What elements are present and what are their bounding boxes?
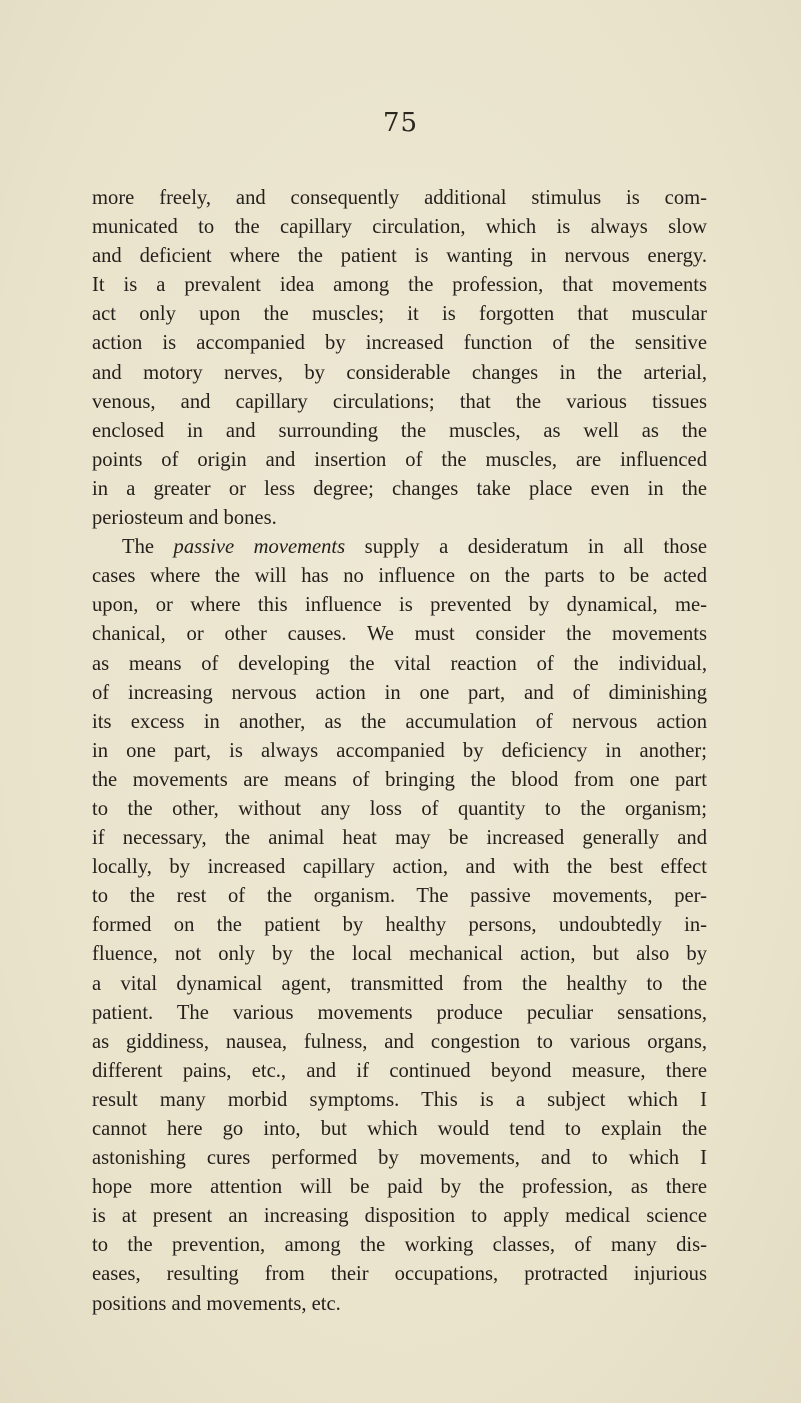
text-line: patient. The various movements produce peculiar sensations,	[92, 1001, 707, 1024]
text-line: result many morbid symptoms. This is a subject which I	[92, 1088, 707, 1111]
text-line: municated to the capillary circulation, which is always slow	[92, 216, 707, 239]
text-line: formed on the patient by healthy persons, undoubtedly in-	[92, 914, 707, 937]
text-line: cases where the will has no influence on the parts to be acted	[92, 565, 707, 588]
text-line: cannot here go into, but which would tend to explain the	[92, 1118, 707, 1140]
text-line: and deficient where the patient is wanting in nervous energy.	[92, 245, 707, 268]
text-line: and motory nerves, by considerable changes in the arterial,	[92, 361, 707, 384]
text-line: different pains, etc., and if continued beyond measure, there	[92, 1059, 707, 1082]
text-line: the movements are means of bringing the blood from one part	[92, 768, 707, 791]
text-segment: The	[122, 536, 174, 559]
text-line: periosteum and bones.	[92, 507, 277, 530]
text-line: upon, or where this influence is prevented by dynamical, me-	[92, 594, 707, 617]
text-line: its excess in another, as the accumulation of nervous action	[92, 710, 707, 733]
text-line: to the rest of the organism. The passive movements, per-	[92, 885, 707, 908]
text-line: astonishing cures performed by movements, and to which I	[92, 1147, 707, 1170]
text-line: positions and movements, etc.	[92, 1292, 341, 1315]
text-line: to the prevention, among the working classes, of many dis-	[92, 1234, 707, 1257]
text-line: fluence, not only by the local mechanical action, but also by	[92, 943, 707, 966]
text-line: to the other, without any loss of quantity to the organism;	[92, 797, 707, 820]
text-segment: supply a desideratum in all those	[345, 536, 707, 559]
text-line: a vital dynamical agent, transmitted from the healthy to the	[92, 972, 707, 995]
page-number: 75	[382, 108, 419, 138]
text-line: enclosed in and surrounding the muscles, as well as the	[92, 419, 707, 442]
emphasized-term: passive movements	[173, 536, 346, 559]
text-line: chanical, or other causes. We must consider the movements	[92, 623, 707, 646]
text-line: locally, by increased capillary action, and with the best effect	[92, 856, 707, 879]
text-line: action is accompanied by increased function of the sensitive	[92, 332, 707, 355]
text-line: as means of developing the vital reaction of the individual,	[92, 652, 707, 675]
body-text	[92, 184, 707, 1319]
text-line: It is a prevalent idea among the profession, that movements	[92, 274, 707, 297]
text-line: hope more attention will be paid by the profession, as there	[92, 1176, 707, 1199]
text-line: of increasing nervous action in one part, and of diminishing	[92, 681, 707, 704]
text-line: in one part, is always accompanied by deficiency in another;	[92, 739, 707, 762]
text-line: if necessary, the animal heat may be increased generally and	[92, 827, 707, 850]
text-line: as giddiness, nausea, fulness, and congestion to various organs,	[92, 1030, 707, 1053]
text-line: act only upon the muscles; it is forgotten that muscular	[92, 303, 707, 326]
text-line: venous, and capillary circulations; that the various tissues	[92, 390, 707, 413]
text-line	[92, 533, 707, 562]
text-line: eases, resulting from their occupations, protracted injurious	[92, 1263, 707, 1286]
text-line: more freely, and consequently additional stimulus is com-	[92, 187, 707, 209]
text-line: points of origin and insertion of the muscles, are influenced	[92, 448, 707, 471]
text-line: in a greater or less degree; changes take place even in the	[92, 477, 707, 500]
text-line: is at present an increasing disposition to apply medical science	[92, 1205, 707, 1228]
